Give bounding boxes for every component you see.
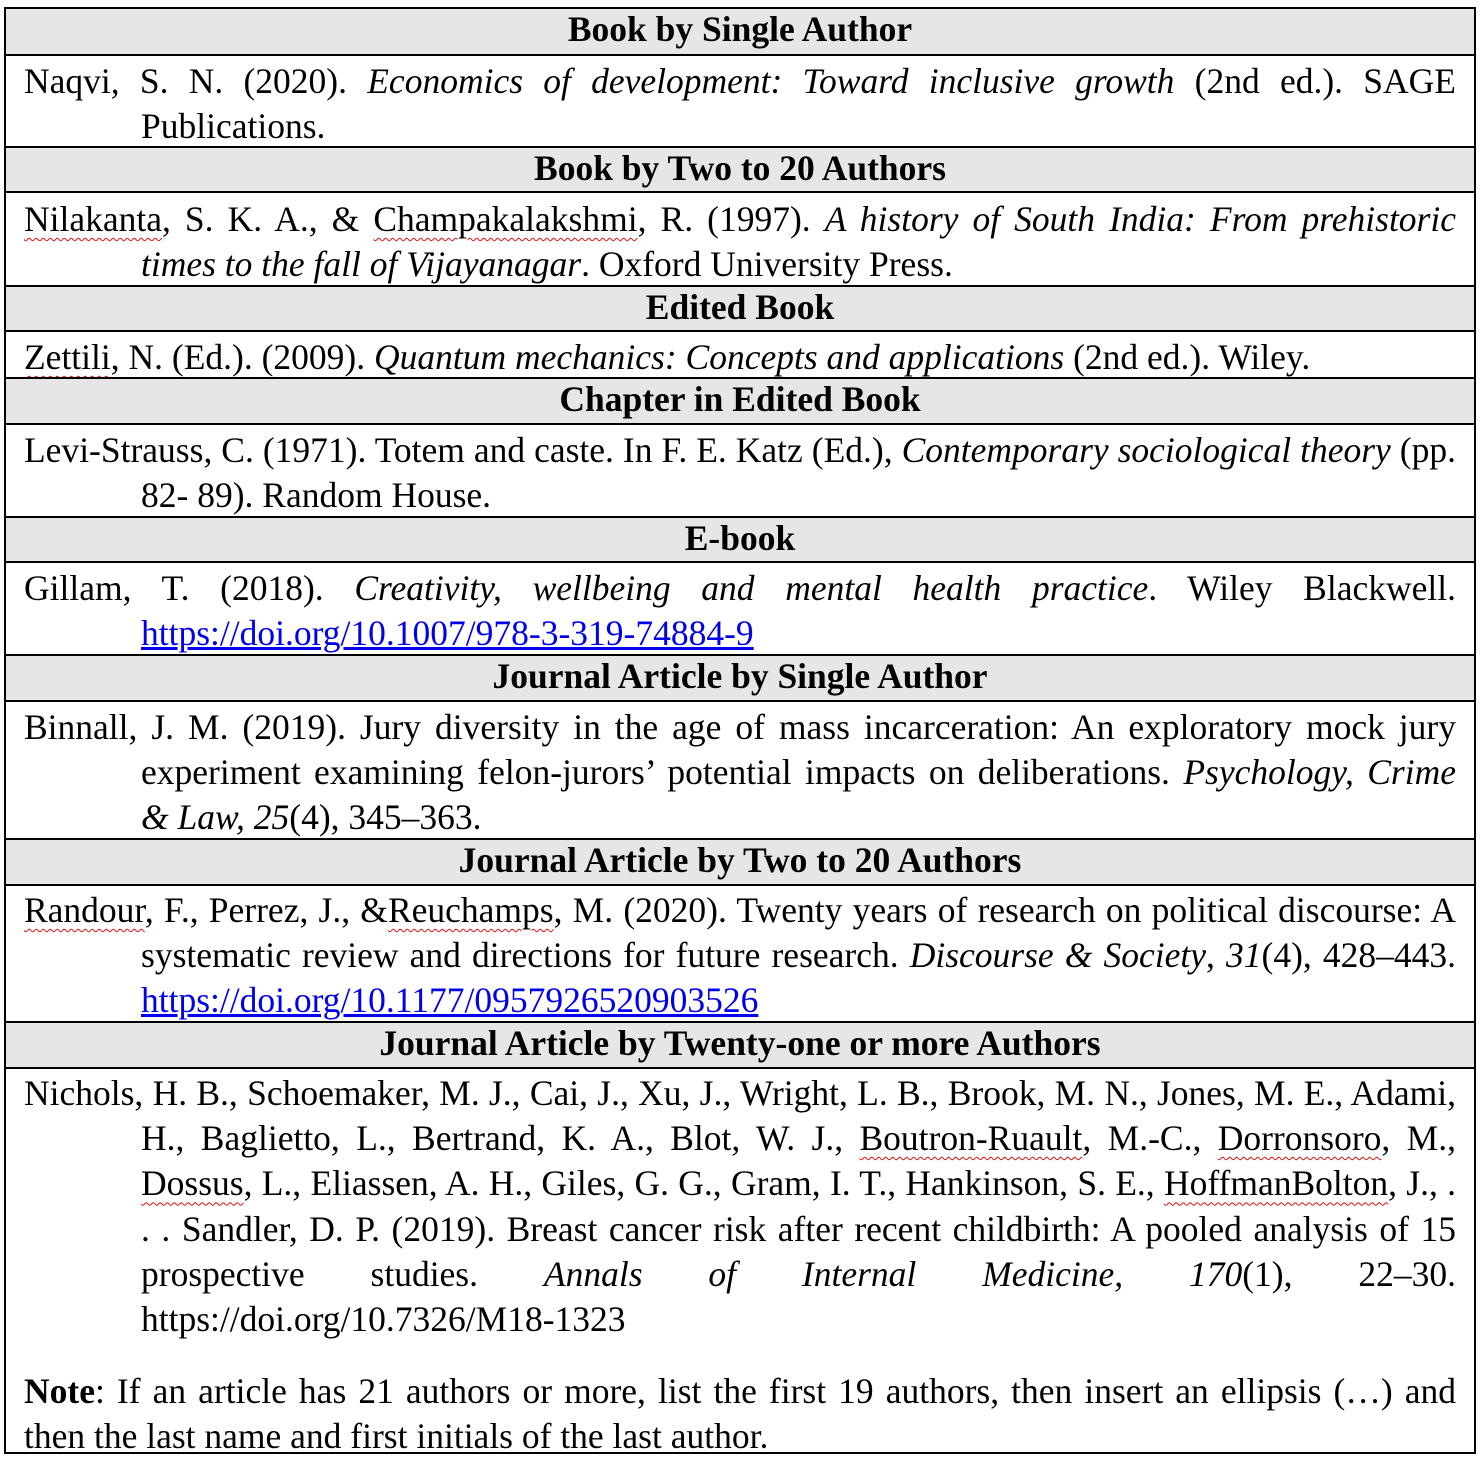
reference-entry-journal-two-to-20-authors [24,888,1456,1024]
italic-title: 31 [1226,935,1262,976]
italic-title: Annals of Internal Medicine, 170 [543,1253,1243,1294]
section-heading-journal-two-to-20-authors: Journal Article by Two to 20 Authors [6,838,1474,886]
spellcheck-flagged-word: Boutron-Ruault [859,1118,1083,1159]
note-paragraph [24,1369,1456,1459]
spellcheck-flagged-word: HoffmanBolton [1163,1163,1389,1204]
italic-title: Contemporary sociological theory [901,430,1391,470]
reference-entry-e-book [24,566,1456,656]
text-run: , L., Eliassen, A. H., Giles, G. G., Gram, I. T., Hankinson, S. E., [243,1163,1164,1204]
italic-title: A history of South India: From prehistoric times to the fall of Vijayanagar [141,199,1456,285]
section-heading-edited-book: Edited Book [6,285,1474,332]
section-heading-book-single-author: Book by Single Author [6,9,1474,56]
text-run: Binnall, J. M. (2019). Jury diversity in the age of mass incarceration: An exploratory mock jury experiment examining felon-jurors’ potential impacts on deliberations. [24,707,1456,793]
reference-entry-book-two-to-20-authors [24,197,1456,287]
note-label: Note [24,1371,95,1411]
text-run: , R. (1997). [637,199,825,239]
reference-entry-chapter-in-edited-book [24,428,1456,518]
text-run: . Oxford University Press. [581,244,953,285]
spellcheck-flagged-word: Randour [24,890,145,930]
section-heading-book-two-to-20-authors: Book by Two to 20 Authors [6,146,1474,193]
reference-entry-journal-21-or-more-authors [24,1071,1456,1342]
section-heading-e-book: E-book [6,516,1474,563]
text-run: , [1206,935,1226,976]
italic-title: Economics of development: Toward inclusive growth [367,61,1175,101]
doi-link[interactable]: https://doi.org/10.1177/0957926520903526 [141,980,759,1021]
italic-title: Psychology, Crime & Law, 25 [141,752,1456,838]
spellcheck-flagged-word: Dossus [141,1163,244,1204]
text-run: (1), 22–30. https://doi.org/10.7326/M18-1323 [141,1253,1456,1340]
text-run: , J., . . . Sandler, D. P. (2019). Breast cancer risk after recent childbirth: A pooled analysis of 15 prospective studies. [141,1163,1456,1294]
text-run: , M., [1381,1118,1456,1159]
italic-title: Discourse & Society [909,935,1207,976]
text-run: , M.-C., [1082,1118,1218,1159]
reference-entry-book-single-author [24,59,1456,149]
text-run: , M. (2020). Twenty years of research on political discourse: A systematic review and directions for future research. [141,890,1456,976]
text-run: (2nd ed.). Wiley. [1064,337,1311,377]
spellcheck-flagged-word: Dorronsoro [1217,1118,1382,1159]
text-run: , N. (Ed.). (2009). [110,337,374,377]
spellcheck-flagged-word: Champakalakshmi [373,199,638,239]
text-run: , F., Perrez, J., & [144,890,388,930]
italic-title: Creativity, wellbeing and mental health practice [354,568,1149,608]
section-heading-chapter-in-edited-book: Chapter in Edited Book [6,377,1474,425]
reference-examples-table [4,7,1476,1457]
italic-title: Quantum mechanics: Concepts and applications [374,337,1065,377]
text-run: Nichols, H. B., Schoemaker, M. J., Cai, J., Xu, J., Wright, L. B., Brook, M. N., Jones, M. E., Adami, H., Baglietto, L., Bertrand, K. A., Blot, W. J., [24,1073,1456,1159]
text-run: . Wiley Blackwell. [1148,568,1456,608]
reference-entry-journal-single-author [24,705,1456,841]
section-heading-journal-single-author: Journal Article by Single Author [6,654,1474,702]
text-run: Naqvi, S. N. (2020). [24,61,368,101]
reference-entry-edited-book [24,335,1456,380]
doi-link[interactable]: https://doi.org/10.1007/978-3-319-74884-9 [141,613,754,654]
text-run: (4), 345–363. [289,797,482,838]
note-text: : If an article has 21 authors or more, list the first 19 authors, then insert an ellipsis (…) and then the last name and first initials of the last author. [24,1371,1456,1457]
text-run: Gillam, T. (2018). [24,568,355,608]
spellcheck-flagged-word: Reuchamps [387,890,554,930]
text-run: (4), 428–443. [1261,935,1457,976]
section-heading-journal-21-or-more-authors: Journal Article by Twenty-one or more Authors [6,1021,1474,1069]
text-run: , S. K. A., & [162,199,374,239]
text-run: (2nd ed.). SAGE Publications. [141,61,1456,147]
spellcheck-flagged-word: Zettili [24,337,111,377]
text-run: (pp. 82- 89). Random House. [141,430,1457,516]
spellcheck-flagged-word: Nilakanta [24,199,162,239]
text-run: Levi-Strauss, C. (1971). Totem and caste. In F. E. Katz (Ed.), [24,430,902,470]
